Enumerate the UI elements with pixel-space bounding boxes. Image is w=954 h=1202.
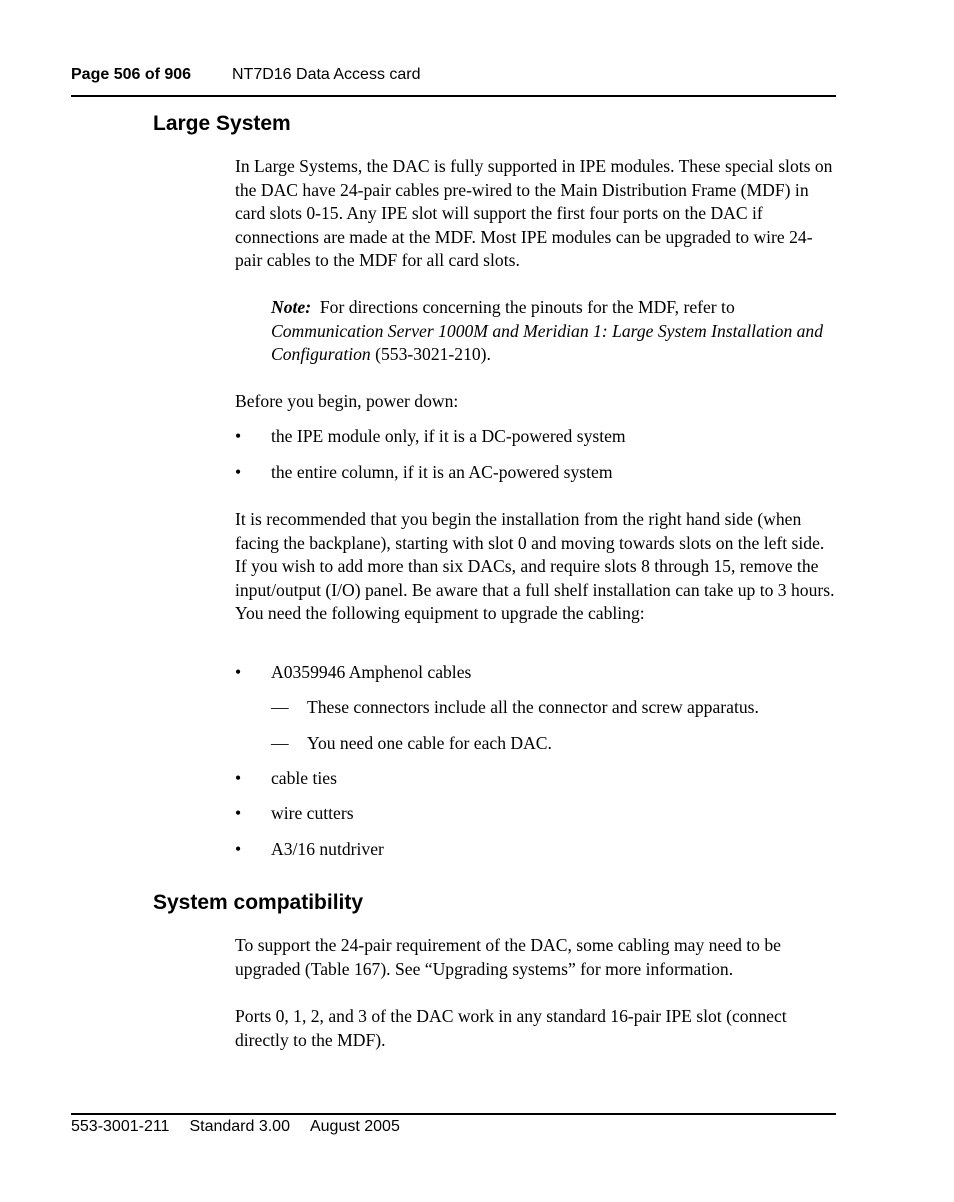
note-label: Note: (271, 297, 312, 317)
bullet-mark: • (235, 839, 242, 859)
compatibility-paragraph-2: Ports 0, 1, 2, and 3 of the DAC work in any standard 16-pair IPE slot (connect directly to the MDF). (235, 1006, 787, 1050)
bullet-mark: • (235, 426, 242, 446)
section-heading-large-system: Large System (153, 112, 291, 135)
header-rule (71, 95, 836, 97)
page-header (71, 66, 836, 88)
note-doc-title: Communication Server 1000M and Meridian 1: Large System Installation and Configuration (271, 320, 824, 364)
section-heading-system-compatibility: System compatibility (153, 891, 364, 914)
bullet-mark: • (235, 803, 242, 823)
footer-standard: Standard 3.00 (189, 1118, 290, 1135)
document-title: NT7D16 Data Access card (232, 66, 421, 83)
note-doc-number: (553-3021-210). (375, 344, 491, 364)
note-text: For directions concerning the pinouts for the MDF, refer to (319, 297, 735, 317)
dash-mark: — (271, 697, 289, 717)
bullet-mark: • (235, 768, 242, 788)
power-down-intro: Before you begin, power down: (235, 391, 459, 411)
list-item-text: the entire column, if it is an AC-powered system (271, 462, 613, 482)
list-item-text: the IPE module only, if it is a DC-powered system (271, 426, 626, 446)
sub-list-item-text: You need one cable for each DAC. (307, 733, 552, 753)
footer-date: August 2005 (309, 1118, 400, 1135)
page-footer (71, 1118, 400, 1136)
sub-list-item-text: These connectors include all the connector and screw apparatus. (307, 697, 759, 717)
list-item-text: A0359946 Amphenol cables (271, 662, 472, 682)
page-number: Page 506 of 906 (71, 66, 192, 83)
list-item-text: wire cutters (271, 803, 354, 823)
large-system-intro: In Large Systems, the DAC is fully supported in IPE modules. These special slots on the DAC have 24-pair cables pre-wired to the Main Distribution Frame (MDF) in card slots 0-15. Any IPE slot will support the first four ports on the DAC if connections are made at the MDF. Most IPE modules can be upgraded to wire 24-pair cables to the MDF for all card slots. (235, 156, 833, 270)
footer-doc-number: 553-3001-211 (71, 1118, 170, 1135)
note-block (271, 296, 836, 367)
installation-paragraph: It is recommended that you begin the installation from the right hand side (when facing the backplane), starting with slot 0 and moving towards slots on the left side. If you wish to add more than six DACs, and require slots 8 through 15, remove the input/output (I/O) panel. Be aware that a full shelf installation can take up to 3 hours. You need the following equipment to upgrade the cabling: (235, 509, 835, 623)
compatibility-paragraph-1: To support the 24-pair requirement of the DAC, some cabling may need to be upgraded (Table 167). See “Upgrading systems” for more information. (235, 935, 781, 979)
list-item-text: cable ties (271, 768, 337, 788)
bullet-mark: • (235, 462, 242, 482)
list-item-text: A3/16 nutdriver (271, 839, 384, 859)
bullet-mark: • (235, 662, 242, 682)
footer-rule (71, 1113, 836, 1115)
dash-mark: — (271, 733, 289, 753)
